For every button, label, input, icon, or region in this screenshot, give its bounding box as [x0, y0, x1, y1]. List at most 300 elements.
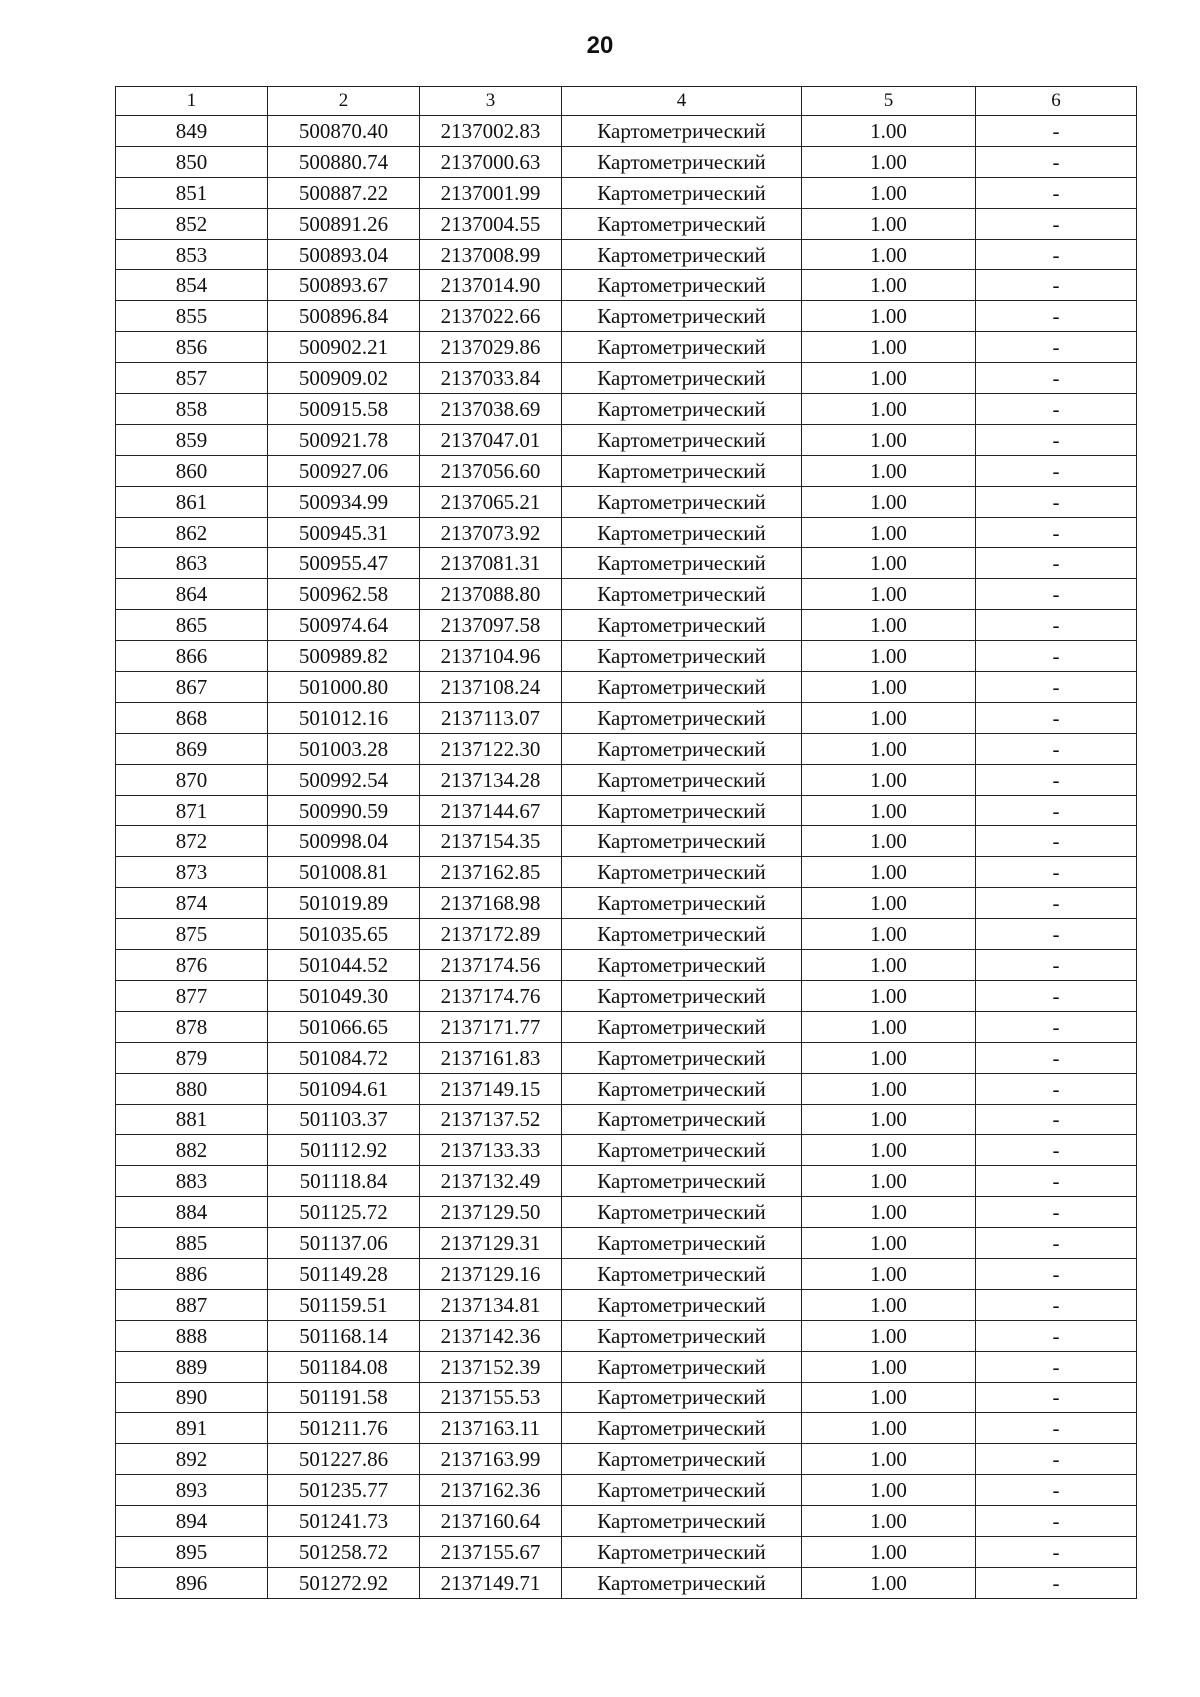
table-row [116, 1042, 1137, 1073]
cell-method: Картометрический [562, 208, 802, 239]
cell-accuracy: 1.00 [802, 239, 976, 270]
cell-y-coordinate: 2137149.15 [420, 1073, 562, 1104]
cell-point-number: 873 [116, 857, 268, 888]
cell-note: - [976, 424, 1137, 455]
cell-y-coordinate: 2137056.60 [420, 455, 562, 486]
cell-accuracy: 1.00 [802, 1444, 976, 1475]
table-row [116, 672, 1137, 703]
cell-accuracy: 1.00 [802, 980, 976, 1011]
table-row [116, 610, 1137, 641]
cell-point-number: 892 [116, 1444, 268, 1475]
cell-method: Картометрический [562, 1351, 802, 1382]
cell-accuracy: 1.00 [802, 733, 976, 764]
cell-accuracy: 1.00 [802, 177, 976, 208]
header-cell-1: 1 [116, 87, 268, 116]
cell-method: Картометрический [562, 548, 802, 579]
cell-x-coordinate: 501118.84 [268, 1166, 420, 1197]
cell-x-coordinate: 501241.73 [268, 1506, 420, 1537]
cell-x-coordinate: 500927.06 [268, 455, 420, 486]
cell-note: - [976, 672, 1137, 703]
header-cell-4: 4 [562, 87, 802, 116]
table-row [116, 1320, 1137, 1351]
cell-method: Картометрический [562, 1258, 802, 1289]
cell-y-coordinate: 2137033.84 [420, 363, 562, 394]
cell-note: - [976, 517, 1137, 548]
cell-note: - [976, 702, 1137, 733]
cell-point-number: 875 [116, 919, 268, 950]
cell-method: Картометрический [562, 764, 802, 795]
cell-accuracy: 1.00 [802, 857, 976, 888]
cell-x-coordinate: 500891.26 [268, 208, 420, 239]
cell-note: - [976, 1567, 1137, 1598]
table-body [116, 116, 1137, 1599]
cell-x-coordinate: 500945.31 [268, 517, 420, 548]
cell-y-coordinate: 2137081.31 [420, 548, 562, 579]
cell-accuracy: 1.00 [802, 1413, 976, 1444]
cell-note: - [976, 1073, 1137, 1104]
cell-method: Картометрический [562, 363, 802, 394]
cell-method: Картометрический [562, 888, 802, 919]
cell-note: - [976, 1258, 1137, 1289]
cell-note: - [976, 1320, 1137, 1351]
cell-point-number: 888 [116, 1320, 268, 1351]
cell-method: Картометрический [562, 1104, 802, 1135]
cell-method: Картометрический [562, 270, 802, 301]
cell-accuracy: 1.00 [802, 764, 976, 795]
cell-method: Картометрический [562, 1197, 802, 1228]
cell-point-number: 872 [116, 826, 268, 857]
table-row [116, 1011, 1137, 1042]
cell-y-coordinate: 2137113.07 [420, 702, 562, 733]
cell-y-coordinate: 2137155.67 [420, 1536, 562, 1567]
cell-note: - [976, 888, 1137, 919]
table-row [116, 826, 1137, 857]
cell-x-coordinate: 501019.89 [268, 888, 420, 919]
cell-note: - [976, 301, 1137, 332]
table-row [116, 1536, 1137, 1567]
header-cell-2: 2 [268, 87, 420, 116]
cell-y-coordinate: 2137152.39 [420, 1351, 562, 1382]
cell-x-coordinate: 500955.47 [268, 548, 420, 579]
cell-accuracy: 1.00 [802, 1104, 976, 1135]
cell-accuracy: 1.00 [802, 1197, 976, 1228]
table-row [116, 1073, 1137, 1104]
cell-accuracy: 1.00 [802, 301, 976, 332]
cell-point-number: 855 [116, 301, 268, 332]
cell-note: - [976, 548, 1137, 579]
cell-note: - [976, 1197, 1137, 1228]
cell-x-coordinate: 501049.30 [268, 980, 420, 1011]
cell-accuracy: 1.00 [802, 1320, 976, 1351]
cell-method: Картометрический [562, 980, 802, 1011]
cell-method: Картометрический [562, 1536, 802, 1567]
cell-x-coordinate: 500990.59 [268, 795, 420, 826]
cell-method: Картометрический [562, 1320, 802, 1351]
cell-method: Картометрический [562, 177, 802, 208]
cell-accuracy: 1.00 [802, 363, 976, 394]
cell-point-number: 866 [116, 641, 268, 672]
cell-y-coordinate: 2137163.99 [420, 1444, 562, 1475]
cell-method: Картометрический [562, 239, 802, 270]
table-row [116, 1413, 1137, 1444]
cell-point-number: 850 [116, 146, 268, 177]
cell-method: Картометрический [562, 1228, 802, 1259]
cell-accuracy: 1.00 [802, 1506, 976, 1537]
cell-accuracy: 1.00 [802, 1042, 976, 1073]
cell-point-number: 849 [116, 116, 268, 147]
table-row [116, 1506, 1137, 1537]
cell-y-coordinate: 2137104.96 [420, 641, 562, 672]
cell-y-coordinate: 2137149.71 [420, 1567, 562, 1598]
table-row [116, 517, 1137, 548]
cell-x-coordinate: 501235.77 [268, 1475, 420, 1506]
cell-y-coordinate: 2137129.31 [420, 1228, 562, 1259]
cell-x-coordinate: 501168.14 [268, 1320, 420, 1351]
cell-x-coordinate: 501044.52 [268, 950, 420, 981]
cell-y-coordinate: 2137137.52 [420, 1104, 562, 1135]
cell-x-coordinate: 501227.86 [268, 1444, 420, 1475]
cell-note: - [976, 332, 1137, 363]
cell-x-coordinate: 500880.74 [268, 146, 420, 177]
cell-method: Картометрический [562, 672, 802, 703]
cell-x-coordinate: 501211.76 [268, 1413, 420, 1444]
cell-x-coordinate: 501103.37 [268, 1104, 420, 1135]
cell-accuracy: 1.00 [802, 517, 976, 548]
cell-method: Картометрический [562, 1289, 802, 1320]
cell-point-number: 878 [116, 1011, 268, 1042]
cell-note: - [976, 1042, 1137, 1073]
table-row [116, 363, 1137, 394]
cell-y-coordinate: 2137129.50 [420, 1197, 562, 1228]
cell-y-coordinate: 2137134.81 [420, 1289, 562, 1320]
cell-point-number: 870 [116, 764, 268, 795]
cell-point-number: 859 [116, 424, 268, 455]
cell-x-coordinate: 501066.65 [268, 1011, 420, 1042]
table-row [116, 455, 1137, 486]
cell-note: - [976, 239, 1137, 270]
cell-x-coordinate: 500893.04 [268, 239, 420, 270]
table-row [116, 116, 1137, 147]
cell-x-coordinate: 500915.58 [268, 394, 420, 425]
cell-x-coordinate: 501125.72 [268, 1197, 420, 1228]
cell-note: - [976, 146, 1137, 177]
cell-y-coordinate: 2137014.90 [420, 270, 562, 301]
cell-y-coordinate: 2137008.99 [420, 239, 562, 270]
cell-y-coordinate: 2137132.49 [420, 1166, 562, 1197]
cell-note: - [976, 1166, 1137, 1197]
table-row [116, 1135, 1137, 1166]
cell-note: - [976, 1444, 1137, 1475]
cell-x-coordinate: 500909.02 [268, 363, 420, 394]
cell-x-coordinate: 501012.16 [268, 702, 420, 733]
cell-x-coordinate: 501149.28 [268, 1258, 420, 1289]
cell-method: Картометрический [562, 1011, 802, 1042]
cell-point-number: 864 [116, 579, 268, 610]
cell-accuracy: 1.00 [802, 1567, 976, 1598]
cell-method: Картометрический [562, 301, 802, 332]
cell-x-coordinate: 500974.64 [268, 610, 420, 641]
cell-note: - [976, 826, 1137, 857]
cell-method: Картометрический [562, 424, 802, 455]
cell-point-number: 857 [116, 363, 268, 394]
cell-method: Картометрический [562, 1506, 802, 1537]
cell-accuracy: 1.00 [802, 826, 976, 857]
cell-accuracy: 1.00 [802, 795, 976, 826]
cell-x-coordinate: 500887.22 [268, 177, 420, 208]
cell-x-coordinate: 501003.28 [268, 733, 420, 764]
cell-accuracy: 1.00 [802, 1289, 976, 1320]
cell-accuracy: 1.00 [802, 424, 976, 455]
cell-y-coordinate: 2137154.35 [420, 826, 562, 857]
cell-note: - [976, 579, 1137, 610]
cell-x-coordinate: 501035.65 [268, 919, 420, 950]
cell-point-number: 852 [116, 208, 268, 239]
cell-method: Картометрический [562, 950, 802, 981]
cell-method: Картометрический [562, 1444, 802, 1475]
cell-point-number: 884 [116, 1197, 268, 1228]
cell-method: Картометрический [562, 1166, 802, 1197]
cell-x-coordinate: 500934.99 [268, 486, 420, 517]
cell-note: - [976, 1104, 1137, 1135]
cell-note: - [976, 733, 1137, 764]
cell-accuracy: 1.00 [802, 1166, 976, 1197]
cell-point-number: 883 [116, 1166, 268, 1197]
table-row [116, 1258, 1137, 1289]
cell-method: Картометрический [562, 826, 802, 857]
cell-point-number: 862 [116, 517, 268, 548]
table-row [116, 208, 1137, 239]
cell-y-coordinate: 2137022.66 [420, 301, 562, 332]
cell-y-coordinate: 2137168.98 [420, 888, 562, 919]
cell-note: - [976, 1289, 1137, 1320]
cell-y-coordinate: 2137155.53 [420, 1382, 562, 1413]
cell-y-coordinate: 2137097.58 [420, 610, 562, 641]
cell-x-coordinate: 500921.78 [268, 424, 420, 455]
cell-x-coordinate: 501008.81 [268, 857, 420, 888]
cell-y-coordinate: 2137108.24 [420, 672, 562, 703]
cell-x-coordinate: 501159.51 [268, 1289, 420, 1320]
cell-x-coordinate: 501258.72 [268, 1536, 420, 1567]
cell-x-coordinate: 501084.72 [268, 1042, 420, 1073]
table-row [116, 888, 1137, 919]
cell-note: - [976, 116, 1137, 147]
cell-y-coordinate: 2137134.28 [420, 764, 562, 795]
cell-note: - [976, 1011, 1137, 1042]
cell-y-coordinate: 2137171.77 [420, 1011, 562, 1042]
table-header [116, 87, 1137, 116]
cell-method: Картометрический [562, 795, 802, 826]
cell-point-number: 856 [116, 332, 268, 363]
cell-note: - [976, 455, 1137, 486]
cell-note: - [976, 641, 1137, 672]
cell-x-coordinate: 500893.67 [268, 270, 420, 301]
cell-accuracy: 1.00 [802, 1011, 976, 1042]
table-row [116, 177, 1137, 208]
table-row [116, 795, 1137, 826]
cell-point-number: 886 [116, 1258, 268, 1289]
cell-accuracy: 1.00 [802, 1073, 976, 1104]
cell-x-coordinate: 501137.06 [268, 1228, 420, 1259]
cell-y-coordinate: 2137142.36 [420, 1320, 562, 1351]
table-row [116, 1351, 1137, 1382]
cell-method: Картометрический [562, 116, 802, 147]
cell-method: Картометрический [562, 1042, 802, 1073]
cell-y-coordinate: 2137001.99 [420, 177, 562, 208]
cell-accuracy: 1.00 [802, 332, 976, 363]
table-row [116, 579, 1137, 610]
cell-point-number: 880 [116, 1073, 268, 1104]
cell-method: Картометрический [562, 486, 802, 517]
cell-y-coordinate: 2137162.85 [420, 857, 562, 888]
cell-method: Картометрический [562, 702, 802, 733]
cell-x-coordinate: 500902.21 [268, 332, 420, 363]
cell-method: Картометрический [562, 332, 802, 363]
cell-note: - [976, 363, 1137, 394]
cell-point-number: 887 [116, 1289, 268, 1320]
header-row [116, 87, 1137, 116]
table-row [116, 1289, 1137, 1320]
cell-point-number: 858 [116, 394, 268, 425]
cell-point-number: 863 [116, 548, 268, 579]
cell-method: Картометрический [562, 1567, 802, 1598]
cell-method: Картометрический [562, 1135, 802, 1166]
cell-y-coordinate: 2137122.30 [420, 733, 562, 764]
cell-accuracy: 1.00 [802, 1135, 976, 1166]
cell-y-coordinate: 2137047.01 [420, 424, 562, 455]
cell-note: - [976, 177, 1137, 208]
cell-note: - [976, 270, 1137, 301]
cell-note: - [976, 1506, 1137, 1537]
cell-x-coordinate: 500870.40 [268, 116, 420, 147]
table-row [116, 980, 1137, 1011]
cell-y-coordinate: 2137174.56 [420, 950, 562, 981]
cell-x-coordinate: 500992.54 [268, 764, 420, 795]
cell-method: Картометрический [562, 579, 802, 610]
cell-point-number: 890 [116, 1382, 268, 1413]
header-cell-3: 3 [420, 87, 562, 116]
cell-point-number: 889 [116, 1351, 268, 1382]
cell-method: Картометрический [562, 517, 802, 548]
cell-y-coordinate: 2137160.64 [420, 1506, 562, 1537]
table-row [116, 764, 1137, 795]
cell-y-coordinate: 2137162.36 [420, 1475, 562, 1506]
cell-x-coordinate: 501000.80 [268, 672, 420, 703]
cell-x-coordinate: 500896.84 [268, 301, 420, 332]
cell-y-coordinate: 2137002.83 [420, 116, 562, 147]
cell-y-coordinate: 2137161.83 [420, 1042, 562, 1073]
cell-accuracy: 1.00 [802, 548, 976, 579]
cell-x-coordinate: 501272.92 [268, 1567, 420, 1598]
table-row [116, 486, 1137, 517]
cell-y-coordinate: 2137133.33 [420, 1135, 562, 1166]
cell-point-number: 882 [116, 1135, 268, 1166]
cell-y-coordinate: 2137000.63 [420, 146, 562, 177]
table-row [116, 641, 1137, 672]
cell-note: - [976, 1135, 1137, 1166]
cell-accuracy: 1.00 [802, 1228, 976, 1259]
cell-method: Картометрический [562, 857, 802, 888]
cell-note: - [976, 1413, 1137, 1444]
table-row [116, 919, 1137, 950]
cell-y-coordinate: 2137029.86 [420, 332, 562, 363]
cell-accuracy: 1.00 [802, 702, 976, 733]
table-row [116, 1382, 1137, 1413]
cell-x-coordinate: 501112.92 [268, 1135, 420, 1166]
cell-x-coordinate: 500998.04 [268, 826, 420, 857]
cell-note: - [976, 1475, 1137, 1506]
cell-y-coordinate: 2137163.11 [420, 1413, 562, 1444]
cell-point-number: 881 [116, 1104, 268, 1135]
cell-accuracy: 1.00 [802, 146, 976, 177]
cell-point-number: 893 [116, 1475, 268, 1506]
cell-method: Картометрический [562, 455, 802, 486]
cell-point-number: 869 [116, 733, 268, 764]
cell-point-number: 860 [116, 455, 268, 486]
cell-note: - [976, 1536, 1137, 1567]
cell-accuracy: 1.00 [802, 950, 976, 981]
table-row [116, 733, 1137, 764]
cell-accuracy: 1.00 [802, 270, 976, 301]
cell-point-number: 851 [116, 177, 268, 208]
cell-y-coordinate: 2137004.55 [420, 208, 562, 239]
cell-note: - [976, 1228, 1137, 1259]
cell-point-number: 894 [116, 1506, 268, 1537]
table-row [116, 146, 1137, 177]
cell-y-coordinate: 2137174.76 [420, 980, 562, 1011]
cell-method: Картометрический [562, 1413, 802, 1444]
table-row [116, 950, 1137, 981]
cell-y-coordinate: 2137129.16 [420, 1258, 562, 1289]
cell-accuracy: 1.00 [802, 486, 976, 517]
table-row [116, 301, 1137, 332]
cell-x-coordinate: 501184.08 [268, 1351, 420, 1382]
cell-note: - [976, 795, 1137, 826]
table-row [116, 1104, 1137, 1135]
table-row [116, 239, 1137, 270]
page-number: 20 [586, 32, 614, 59]
cell-y-coordinate: 2137172.89 [420, 919, 562, 950]
table-row [116, 548, 1137, 579]
cell-note: - [976, 857, 1137, 888]
cell-point-number: 874 [116, 888, 268, 919]
cell-method: Картометрический [562, 641, 802, 672]
cell-method: Картометрический [562, 1475, 802, 1506]
table-row [116, 1197, 1137, 1228]
cell-accuracy: 1.00 [802, 919, 976, 950]
table-row [116, 857, 1137, 888]
table-row [116, 332, 1137, 363]
table-row [116, 424, 1137, 455]
cell-point-number: 877 [116, 980, 268, 1011]
cell-point-number: 861 [116, 486, 268, 517]
cell-y-coordinate: 2137065.21 [420, 486, 562, 517]
table-row [116, 394, 1137, 425]
cell-point-number: 854 [116, 270, 268, 301]
cell-method: Картометрический [562, 919, 802, 950]
cell-point-number: 896 [116, 1567, 268, 1598]
cell-note: - [976, 1351, 1137, 1382]
cell-accuracy: 1.00 [802, 641, 976, 672]
table-row [116, 702, 1137, 733]
cell-accuracy: 1.00 [802, 1351, 976, 1382]
cell-method: Картометрический [562, 733, 802, 764]
cell-method: Картометрический [562, 394, 802, 425]
cell-accuracy: 1.00 [802, 888, 976, 919]
cell-accuracy: 1.00 [802, 208, 976, 239]
coordinates-table [115, 86, 1137, 1599]
header-cell-5: 5 [802, 87, 976, 116]
cell-note: - [976, 919, 1137, 950]
